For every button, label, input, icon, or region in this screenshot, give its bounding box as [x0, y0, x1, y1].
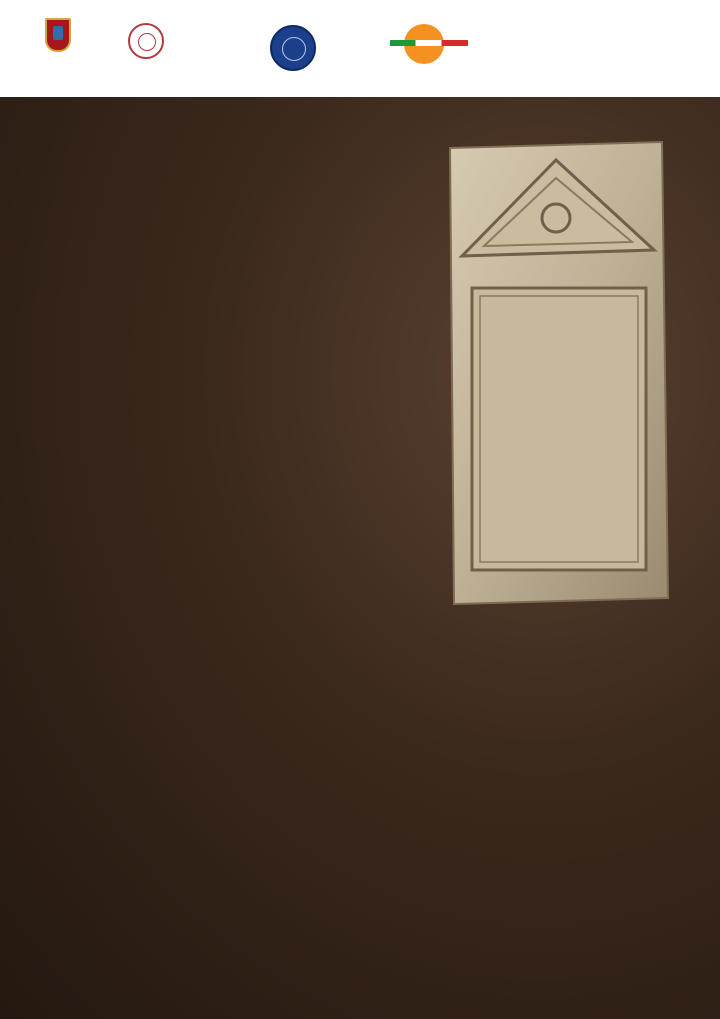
- tricolor-band: [390, 40, 468, 46]
- urbino-seal-icon: [270, 25, 316, 71]
- feltre-logo: [18, 18, 98, 78]
- cafoscari-seal-icon: [128, 23, 164, 59]
- urbino-logo: [270, 18, 370, 78]
- feltre-crest-icon: [45, 18, 71, 52]
- cafoscari-logo: [128, 18, 248, 78]
- aiegl-logo: [502, 18, 702, 78]
- terra-italia-logo: [390, 18, 470, 78]
- inscribed-stele-image: [444, 138, 670, 606]
- logo-bar: [0, 0, 720, 97]
